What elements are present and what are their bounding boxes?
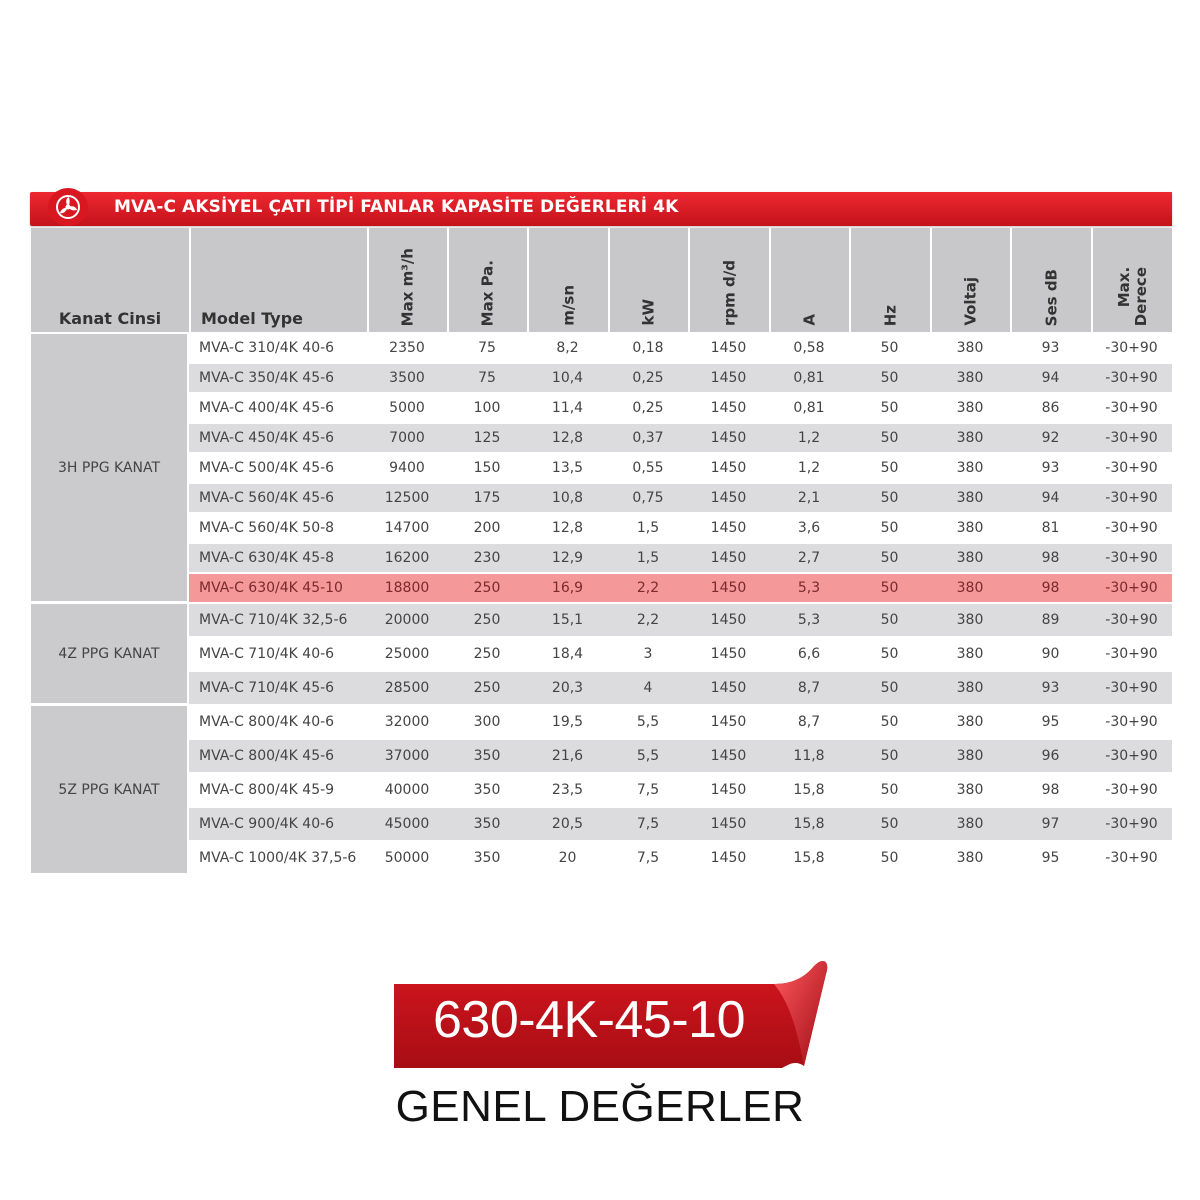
cell-rpm: 1450	[688, 364, 769, 394]
product-code-ribbon	[394, 956, 834, 1072]
cell-hz: 50	[849, 544, 930, 574]
cell-ses-db: 81	[1010, 514, 1091, 544]
header-max-derece	[1091, 228, 1172, 334]
cell-max-pa: 150	[447, 454, 527, 484]
cell-ses-db: 93	[1010, 454, 1091, 484]
cell-ses-db: 95	[1010, 842, 1091, 876]
cell-max-derece: -30+90	[1091, 706, 1172, 740]
cell-max-derece: -30+90	[1091, 364, 1172, 394]
cell-kw: 0,75	[608, 484, 688, 514]
table-row	[31, 604, 1172, 638]
cell-max-flow: 28500	[367, 672, 447, 706]
header-kanat-cinsi: Kanat Cinsi	[31, 228, 189, 334]
cell-voltaj: 380	[930, 774, 1010, 808]
table-row	[31, 672, 1172, 706]
cell-kw: 0,18	[608, 334, 688, 364]
cell-max-pa: 350	[447, 842, 527, 876]
cell-max-pa: 75	[447, 364, 527, 394]
cell-max-pa: 175	[447, 484, 527, 514]
cell-max-flow: 3500	[367, 364, 447, 394]
cell-kw: 5,5	[608, 740, 688, 774]
cell-ses-db: 86	[1010, 394, 1091, 424]
table-row	[31, 364, 1172, 394]
cell-max-derece: -30+90	[1091, 544, 1172, 574]
cell-kw: 0,25	[608, 364, 688, 394]
cell-hz: 50	[849, 706, 930, 740]
cell-model: MVA-C 400/4K 45-6	[189, 394, 367, 424]
cell-ms: 20,5	[527, 808, 608, 842]
cell-hz: 50	[849, 672, 930, 706]
cell-max-flow: 20000	[367, 604, 447, 638]
cell-kw: 1,5	[608, 544, 688, 574]
cell-hz: 50	[849, 842, 930, 876]
cell-ms: 12,9	[527, 544, 608, 574]
cell-voltaj: 380	[930, 604, 1010, 638]
cell-voltaj: 380	[930, 334, 1010, 364]
header-max-derece-line1: Max.	[1114, 266, 1133, 308]
cell-max-derece: -30+90	[1091, 774, 1172, 808]
cell-voltaj: 380	[930, 394, 1010, 424]
cell-a: 0,58	[769, 334, 849, 364]
cell-rpm: 1450	[688, 484, 769, 514]
cell-voltaj: 380	[930, 574, 1010, 604]
cell-model: MVA-C 450/4K 45-6	[189, 424, 367, 454]
cell-voltaj: 380	[930, 740, 1010, 774]
cell-voltaj: 380	[930, 638, 1010, 672]
cell-kw: 7,5	[608, 808, 688, 842]
cell-hz: 50	[849, 638, 930, 672]
table-row	[31, 774, 1172, 808]
cell-ms: 11,4	[527, 394, 608, 424]
cell-rpm: 1450	[688, 808, 769, 842]
cell-rpm: 1450	[688, 842, 769, 876]
cell-max-flow: 25000	[367, 638, 447, 672]
cell-max-flow: 7000	[367, 424, 447, 454]
cell-model: MVA-C 310/4K 40-6	[189, 334, 367, 364]
cell-model: MVA-C 800/4K 40-6	[189, 706, 367, 740]
cell-hz: 50	[849, 740, 930, 774]
cell-hz: 50	[849, 424, 930, 454]
cell-a: 15,8	[769, 774, 849, 808]
cell-ms: 12,8	[527, 514, 608, 544]
cell-rpm: 1450	[688, 334, 769, 364]
cell-hz: 50	[849, 454, 930, 484]
cell-hz: 50	[849, 334, 930, 364]
cell-max-derece: -30+90	[1091, 638, 1172, 672]
product-code: 630-4K-45-10	[433, 991, 745, 1049]
cell-model: MVA-C 800/4K 45-9	[189, 774, 367, 808]
cell-ms: 16,9	[527, 574, 608, 604]
cell-voltaj: 380	[930, 364, 1010, 394]
kanat-group-label: 5Z PPG KANAT	[31, 706, 189, 876]
cell-max-derece: -30+90	[1091, 484, 1172, 514]
cell-max-pa: 125	[447, 424, 527, 454]
table-row	[31, 334, 1172, 364]
cell-voltaj: 380	[930, 808, 1010, 842]
cell-ses-db: 93	[1010, 334, 1091, 364]
cell-ses-db: 94	[1010, 484, 1091, 514]
cell-hz: 50	[849, 774, 930, 808]
header-voltaj: Voltaj	[930, 228, 1010, 334]
table-row	[31, 808, 1172, 842]
table-row	[31, 706, 1172, 740]
cell-max-pa: 300	[447, 706, 527, 740]
cell-max-flow: 37000	[367, 740, 447, 774]
table-row	[31, 514, 1172, 544]
cell-max-derece: -30+90	[1091, 672, 1172, 706]
cell-max-pa: 230	[447, 544, 527, 574]
header-rpm: rpm d/d	[688, 228, 769, 334]
cell-max-pa: 75	[447, 334, 527, 364]
table-title-banner	[30, 186, 1172, 226]
cell-kw: 2,2	[608, 604, 688, 638]
header-max-derece-line2: Derece	[1131, 266, 1150, 326]
cell-ms: 23,5	[527, 774, 608, 808]
cell-kw: 2,2	[608, 574, 688, 604]
cell-max-pa: 350	[447, 740, 527, 774]
cell-a: 5,3	[769, 604, 849, 638]
cell-max-pa: 250	[447, 672, 527, 706]
cell-a: 8,7	[769, 706, 849, 740]
cell-max-derece: -30+90	[1091, 454, 1172, 484]
cell-model: MVA-C 1000/4K 37,5-6	[189, 842, 367, 876]
cell-ses-db: 89	[1010, 604, 1091, 638]
cell-rpm: 1450	[688, 740, 769, 774]
cell-hz: 50	[849, 394, 930, 424]
header-hz: Hz	[849, 228, 930, 334]
table-row	[31, 638, 1172, 672]
cell-max-pa: 250	[447, 604, 527, 638]
header-kw: kW	[608, 228, 688, 334]
cell-rpm: 1450	[688, 604, 769, 638]
general-values-title: GENEL DEĞERLER	[395, 1082, 805, 1131]
cell-max-pa: 350	[447, 808, 527, 842]
cell-max-flow: 40000	[367, 774, 447, 808]
cell-max-flow: 45000	[367, 808, 447, 842]
cell-voltaj: 380	[930, 484, 1010, 514]
cell-ms: 12,8	[527, 424, 608, 454]
cell-a: 0,81	[769, 364, 849, 394]
cell-a: 2,1	[769, 484, 849, 514]
cell-rpm: 1450	[688, 454, 769, 484]
cell-a: 0,81	[769, 394, 849, 424]
cell-voltaj: 380	[930, 514, 1010, 544]
cell-model: MVA-C 630/4K 45-10	[189, 574, 367, 604]
cell-a: 15,8	[769, 808, 849, 842]
cell-ses-db: 92	[1010, 424, 1091, 454]
cell-kw: 3	[608, 638, 688, 672]
header-ses-db: Ses dB	[1010, 228, 1091, 334]
cell-max-derece: -30+90	[1091, 842, 1172, 876]
cell-rpm: 1450	[688, 774, 769, 808]
cell-max-flow: 50000	[367, 842, 447, 876]
cell-ms: 15,1	[527, 604, 608, 638]
cell-voltaj: 380	[930, 544, 1010, 574]
cell-model: MVA-C 710/4K 45-6	[189, 672, 367, 706]
cell-ses-db: 94	[1010, 364, 1091, 394]
cell-hz: 50	[849, 604, 930, 638]
table-row	[31, 842, 1172, 876]
cell-a: 1,2	[769, 454, 849, 484]
cell-max-flow: 32000	[367, 706, 447, 740]
header-model-type: Model Type	[189, 228, 367, 334]
cell-max-flow: 5000	[367, 394, 447, 424]
cell-model: MVA-C 560/4K 45-6	[189, 484, 367, 514]
cell-max-pa: 100	[447, 394, 527, 424]
cell-voltaj: 380	[930, 842, 1010, 876]
cell-a: 2,7	[769, 544, 849, 574]
cell-kw: 0,25	[608, 394, 688, 424]
cell-max-derece: -30+90	[1091, 394, 1172, 424]
cell-hz: 50	[849, 808, 930, 842]
cell-ms: 19,5	[527, 706, 608, 740]
cell-a: 15,8	[769, 842, 849, 876]
cell-model: MVA-C 900/4K 40-6	[189, 808, 367, 842]
cell-ses-db: 98	[1010, 574, 1091, 604]
cell-max-pa: 250	[447, 574, 527, 604]
cell-ms: 18,4	[527, 638, 608, 672]
cell-rpm: 1450	[688, 544, 769, 574]
fan-logo-icon	[48, 188, 88, 226]
cell-model: MVA-C 710/4K 32,5-6	[189, 604, 367, 638]
cell-model: MVA-C 800/4K 45-6	[189, 740, 367, 774]
cell-ms: 13,5	[527, 454, 608, 484]
cell-hz: 50	[849, 484, 930, 514]
cell-kw: 1,5	[608, 514, 688, 544]
cell-voltaj: 380	[930, 424, 1010, 454]
table-row	[31, 484, 1172, 514]
cell-rpm: 1450	[688, 394, 769, 424]
cell-ms: 8,2	[527, 334, 608, 364]
cell-model: MVA-C 350/4K 45-6	[189, 364, 367, 394]
cell-rpm: 1450	[688, 514, 769, 544]
cell-a: 3,6	[769, 514, 849, 544]
cell-model: MVA-C 630/4K 45-8	[189, 544, 367, 574]
cell-a: 8,7	[769, 672, 849, 706]
cell-ses-db: 96	[1010, 740, 1091, 774]
cell-kw: 7,5	[608, 774, 688, 808]
cell-max-flow: 9400	[367, 454, 447, 484]
cell-model: MVA-C 560/4K 50-8	[189, 514, 367, 544]
capacity-table	[31, 228, 1172, 876]
cell-ses-db: 98	[1010, 774, 1091, 808]
cell-ses-db: 90	[1010, 638, 1091, 672]
cell-hz: 50	[849, 514, 930, 544]
cell-ms: 21,6	[527, 740, 608, 774]
table-body	[31, 334, 1172, 876]
cell-ms: 10,8	[527, 484, 608, 514]
cell-ses-db: 98	[1010, 544, 1091, 574]
cell-max-flow: 16200	[367, 544, 447, 574]
cell-max-derece: -30+90	[1091, 514, 1172, 544]
cell-kw: 4	[608, 672, 688, 706]
cell-model: MVA-C 500/4K 45-6	[189, 454, 367, 484]
cell-max-derece: -30+90	[1091, 334, 1172, 364]
cell-kw: 5,5	[608, 706, 688, 740]
cell-rpm: 1450	[688, 672, 769, 706]
cell-max-flow: 18800	[367, 574, 447, 604]
cell-rpm: 1450	[688, 424, 769, 454]
header-a: A	[769, 228, 849, 334]
cell-ms: 20	[527, 842, 608, 876]
cell-ses-db: 95	[1010, 706, 1091, 740]
cell-kw: 0,37	[608, 424, 688, 454]
cell-max-pa: 350	[447, 774, 527, 808]
cell-hz: 50	[849, 574, 930, 604]
cell-ms: 10,4	[527, 364, 608, 394]
cell-a: 5,3	[769, 574, 849, 604]
table-row	[31, 394, 1172, 424]
cell-max-pa: 250	[447, 638, 527, 672]
cell-max-flow: 14700	[367, 514, 447, 544]
table-row	[31, 544, 1172, 574]
cell-max-flow: 12500	[367, 484, 447, 514]
cell-max-derece: -30+90	[1091, 574, 1172, 604]
cell-kw: 0,55	[608, 454, 688, 484]
cell-ses-db: 93	[1010, 672, 1091, 706]
cell-max-flow: 2350	[367, 334, 447, 364]
cell-model: MVA-C 710/4K 40-6	[189, 638, 367, 672]
table-row	[31, 454, 1172, 484]
cell-rpm: 1450	[688, 574, 769, 604]
cell-max-derece: -30+90	[1091, 740, 1172, 774]
header-max-flow: Max m³/h	[367, 228, 447, 334]
table-row	[31, 574, 1172, 604]
table-row	[31, 424, 1172, 454]
cell-max-derece: -30+90	[1091, 604, 1172, 638]
cell-a: 11,8	[769, 740, 849, 774]
header-ms: m/sn	[527, 228, 608, 334]
cell-max-pa: 200	[447, 514, 527, 544]
cell-voltaj: 380	[930, 706, 1010, 740]
kanat-group-label: 4Z PPG KANAT	[31, 604, 189, 706]
cell-rpm: 1450	[688, 706, 769, 740]
table-header-row	[31, 228, 1172, 334]
cell-voltaj: 380	[930, 672, 1010, 706]
cell-max-derece: -30+90	[1091, 808, 1172, 842]
cell-kw: 7,5	[608, 842, 688, 876]
table-title: MVA-C AKSİYEL ÇATI TİPİ FANLAR KAPASİTE DEĞERLERİ 4K	[114, 197, 679, 217]
cell-max-derece: -30+90	[1091, 424, 1172, 454]
header-max-pa: Max Pa.	[447, 228, 527, 334]
cell-ses-db: 97	[1010, 808, 1091, 842]
cell-a: 1,2	[769, 424, 849, 454]
cell-rpm: 1450	[688, 638, 769, 672]
cell-ms: 20,3	[527, 672, 608, 706]
cell-voltaj: 380	[930, 454, 1010, 484]
cell-a: 6,6	[769, 638, 849, 672]
table-row	[31, 740, 1172, 774]
kanat-group-label: 3H PPG KANAT	[31, 334, 189, 604]
cell-hz: 50	[849, 364, 930, 394]
